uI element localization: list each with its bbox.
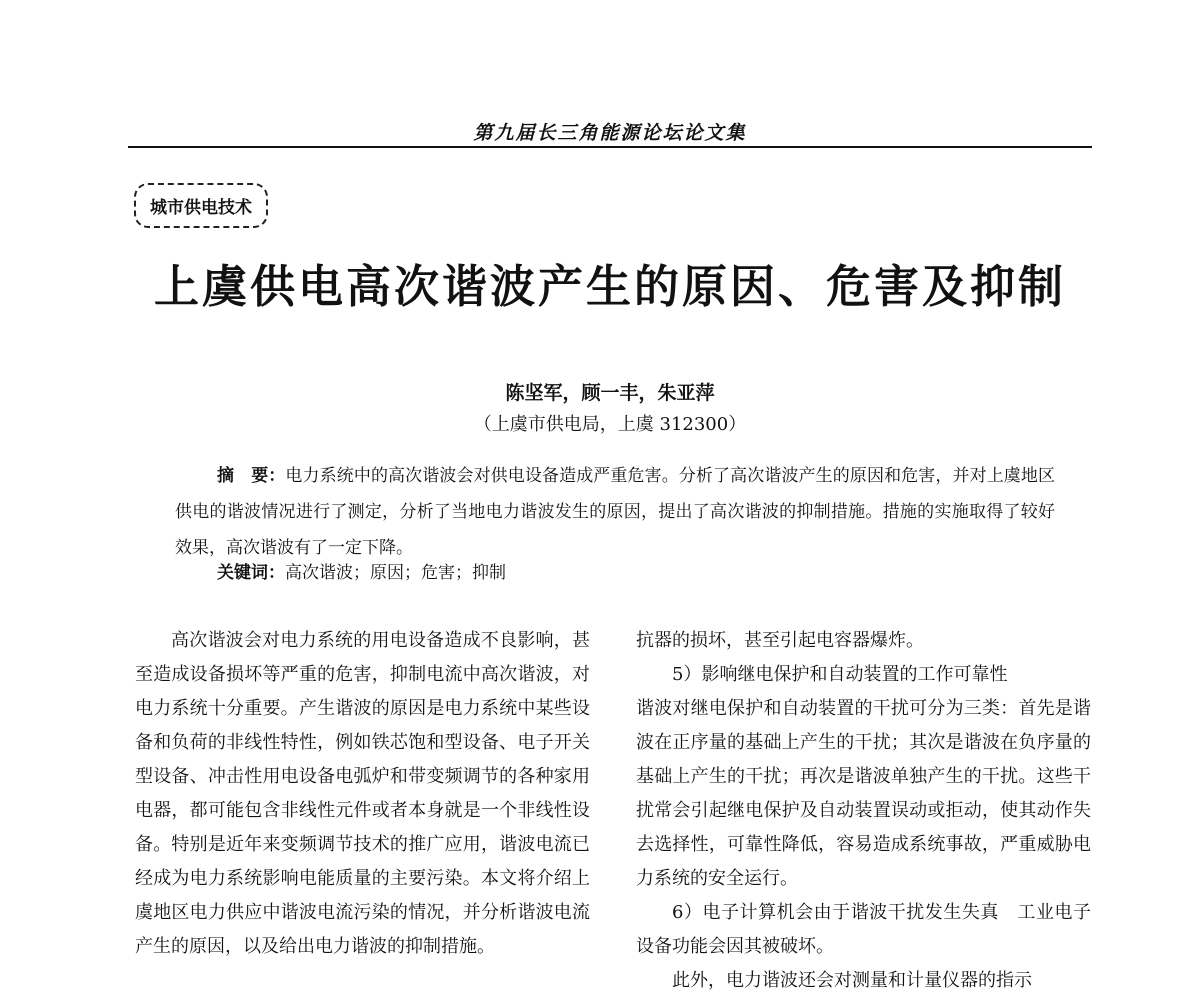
column-tag: 城市供电技术: [134, 183, 268, 228]
abstract: [175, 458, 1055, 566]
section-heading: 5）影响继电保护和自动装置的工作可靠性: [672, 664, 1008, 685]
body-left-column: [135, 624, 590, 964]
running-header: 第九届长三角能源论坛论文集: [473, 122, 747, 144]
header-divider: [128, 146, 1092, 148]
paper-title: 上虞供电高次谐波产生的原因、危害及抑制: [153, 260, 1066, 313]
affiliation: （上虞市供电局，上虞 312300）: [473, 414, 747, 435]
body-right-column: [636, 624, 1091, 998]
body-paragraph: 此外，电力谐波还会对测量和计量仪器的指示: [672, 970, 1032, 991]
keywords-text: 高次谐波；原因；危害；抑制: [285, 563, 506, 583]
keywords-label: 关键词：: [217, 563, 285, 583]
authors: 陈坚军，顾一丰，朱亚萍: [505, 382, 715, 404]
body-paragraph: 谐波对继电保护和自动装置的干扰可分为三类：首先是谐波在正序量的基础上产生的干扰；其次是谐波在负序量的基础上产生的干扰；再次是谐波单独产生的干扰。这些干扰常会引起继电保护及自动装置误动或拒动，使其动作失去选择性，可靠性降低，容易造成系统事故，严重威胁电力系统的安全运行。: [636, 698, 1091, 889]
section-heading: 6）电子计算机会由于谐波干扰发生失真 工业电子设备功能会因其被破坏。: [636, 902, 1091, 957]
keywords: [217, 558, 506, 583]
body-paragraph: 抗器的损坏，甚至引起电容器爆炸。: [636, 630, 924, 651]
abstract-text: 电力系统中的高次谐波会对供电设备造成严重危害。分析了高次谐波产生的原因和危害，并对上虞地区供电的谐波情况进行了测定，分析了当地电力谐波发生的原因，提出了高次谐波的抑制措施。措施的实施取得了较好效果，高次谐波有了一定下降。: [175, 466, 1056, 558]
abstract-label: 摘 要：: [217, 466, 286, 486]
body-paragraph: 高次谐波会对电力系统的用电设备造成不良影响，甚至造成设备损坏等严重的危害，抑制电流中高次谐波，对电力系统十分重要。产生谐波的原因是电力系统中某些设备和负荷的非线性特性，例如铁芯饱和型设备、电子开关型设备、冲击性用电设备电弧炉和带变频调节的各种家用电器，都可能包含非线性元件或者本身就是一个非线性设备。特别是近年来变频调节技术的推广应用，谐波电流已经成为电力系统影响电能质量的主要污染。本文将介绍上虞地区电力供应中谐波电流污染的情况，并分析谐波电流产生的原因，以及给出电力谐波的抑制措施。: [135, 630, 590, 957]
